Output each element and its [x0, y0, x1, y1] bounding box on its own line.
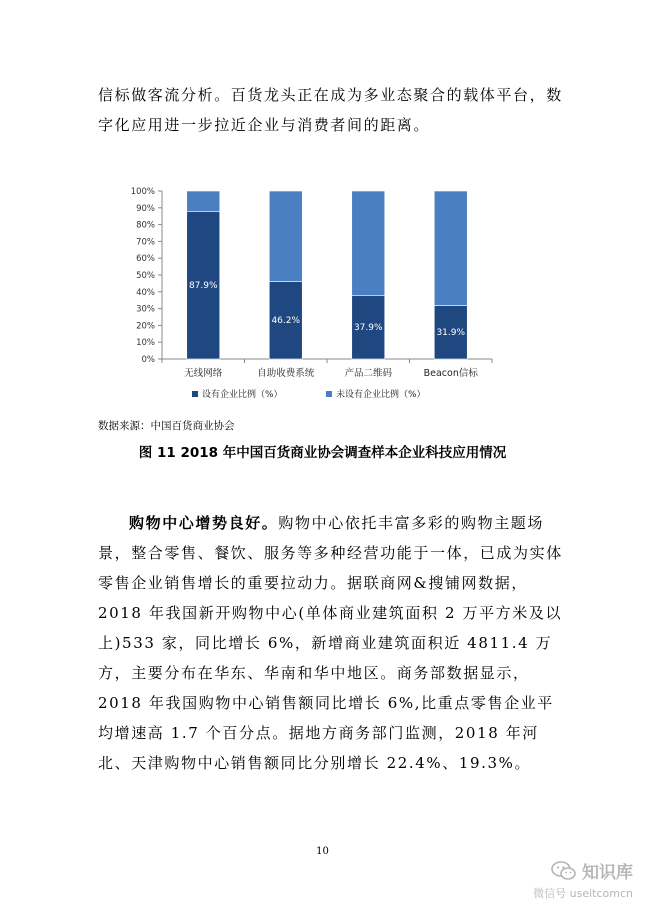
y-tick-label: 80% — [136, 220, 155, 231]
y-tick-label: 20% — [136, 321, 155, 332]
data-label: 87.9% — [188, 281, 218, 292]
figure-caption: 图 11 2018 年中国百货商业协会调查样本企业科技应用情况 — [138, 445, 507, 461]
y-axis — [131, 187, 162, 365]
stacked-bar-chart — [98, 178, 518, 413]
wechat-icon — [551, 861, 577, 881]
y-tick-label: 0% — [141, 355, 155, 365]
watermark-subtitle: 微信号 useitcomcn — [533, 887, 633, 900]
bars — [187, 191, 468, 359]
x-axis — [162, 359, 492, 379]
bar-without — [434, 191, 467, 305]
data-label: 37.9% — [353, 323, 383, 334]
y-tick-label: 50% — [136, 271, 155, 281]
data-source: 数据来源：中国百货商业协会 — [98, 420, 235, 432]
y-tick-label: 100% — [130, 187, 155, 197]
legend — [192, 388, 426, 400]
paragraph-bottom — [98, 508, 568, 778]
x-tick-label: 产品二维码 — [344, 368, 393, 379]
legend-label: 未设有企业比例（%） — [336, 390, 426, 400]
x-tick-label: 自助收费系统 — [257, 368, 315, 379]
paragraph-lead: 购物中心增势良好。 — [129, 514, 279, 532]
legend-label: 设有企业比例（%） — [202, 390, 283, 400]
y-tick-label: 10% — [136, 338, 155, 349]
bar-without — [352, 191, 385, 295]
legend-swatch — [326, 391, 332, 397]
legend-swatch — [192, 391, 198, 397]
y-tick-label: 40% — [136, 287, 155, 298]
y-tick-label: 60% — [136, 254, 155, 265]
x-tick-label: 无线网络 — [184, 368, 223, 379]
page-number: 10 — [316, 846, 329, 857]
watermark — [533, 858, 633, 901]
paragraph-body: 购物中心依托丰富多彩的购物主题场景，整合零售、餐饮、服务等多种经营功能于一体，已成为实体零售企业销售增长的重要拉动力。据联商网&搜铺网数据，2018 年我国新开购物中心(单体商业建筑面积 2 万平方米及以上)533 家，同比增长 6%，新增商业建筑面积近 4811.4 万方，主要分布在华东、华南和华中地区。商务部数据显示，2018 年我国购物中心销售额同比增长 6%,比重点零售企业平均增速高 1.7 个百分点。据地方商务部门监测，2018 年河北、天津购物中心销售额同比分别增长 22.4%、19.3%。 — [98, 514, 563, 772]
data-label: 46.2% — [271, 316, 301, 327]
y-tick-label: 30% — [136, 304, 155, 315]
y-tick-label: 70% — [136, 237, 155, 248]
bar-without — [187, 191, 220, 211]
x-tick-label: Beacon信标 — [423, 368, 478, 379]
bar-without — [269, 191, 302, 281]
watermark-name: 知识库 — [582, 863, 633, 883]
data-label: 31.9% — [436, 328, 466, 339]
paragraph-top: 信标做客流分析。百货龙头正在成为多业态聚合的载体平台，数字化应用进一步拉近企业与消费者间的距离。 — [98, 86, 563, 134]
y-tick-label: 90% — [136, 203, 155, 214]
